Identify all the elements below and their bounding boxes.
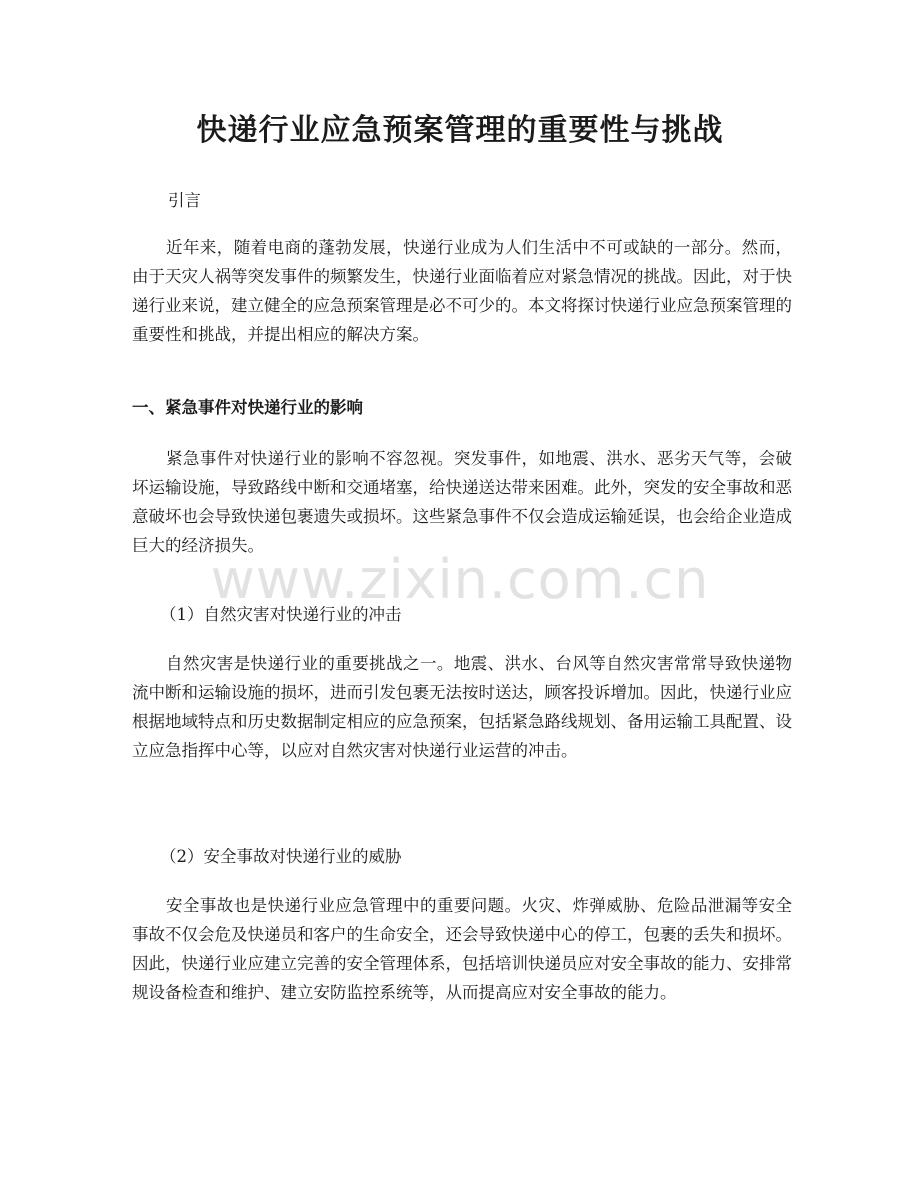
document-title: 快递行业应急预案管理的重要性与挑战 — [196, 113, 724, 148]
section-1-paragraph: 紧急事件对快递行业的影响不容忽视。突发事件，如地震、洪水、恶劣天气等，会破坏运输设施，导致路线中断和交通堵塞，给快递送达带来困难。此外，突发的安全事故和恶意破坏也会导致快递包裹遗失或损坏。这些紧急事件不仅会造成运输延误，也会给企业造成巨大的经济损失。 — [132, 449, 792, 555]
watermark: www.zixin.com.cn — [210, 548, 710, 611]
subsection-2-paragraph: 安全事故也是快递行业应急管理中的重要问题。火灾、炸弹威胁、危险品泄漏等安全事故不仅会危及快递员和客户的生命安全，还会导致快递中心的停工，包裹的丢失和损坏。因此，快递行业应建立完善的安全管理体系，包括培训快递员应对安全事故的能力、安排常规设备检查和维护、建立安防监控系统等，从而提高应对安全事故的能力。 — [132, 896, 792, 1002]
subsection-1-paragraph: 自然灾害是快递行业的重要挑战之一。地震、洪水、台风等自然灾害常常导致快递物流中断和运输设施的损坏，进而引发包裹无法按时送达，顾客投诉增加。因此，快递行业应根据地域特点和历史数据制定相应的应急预案，包括紧急路线规划、备用运输工具配置、设立应急指挥中心等，以应对自然灾害对快递行业运营的冲击。 — [132, 654, 792, 760]
intro-paragraph: 近年来，随着电商的蓬勃发展，快递行业成为人们生活中不可或缺的一部分。然而，由于天灾人祸等突发事件的频繁发生，快递行业面临着应对紧急情况的挑战。因此，对于快递行业来说，建立健全的应急预案管理是必不可少的。本文将探讨快递行业应急预案管理的重要性和挑战，并提出相应的解决方案。 — [132, 238, 792, 344]
section-1-heading: 一、紧急事件对快递行业的影响 — [132, 398, 363, 417]
intro-label: 引言 — [168, 191, 201, 210]
subsection-1-heading: （1）自然灾害对快递行业的冲击 — [160, 605, 402, 624]
subsection-2-heading: （2）安全事故对快递行业的威胁 — [160, 847, 402, 866]
